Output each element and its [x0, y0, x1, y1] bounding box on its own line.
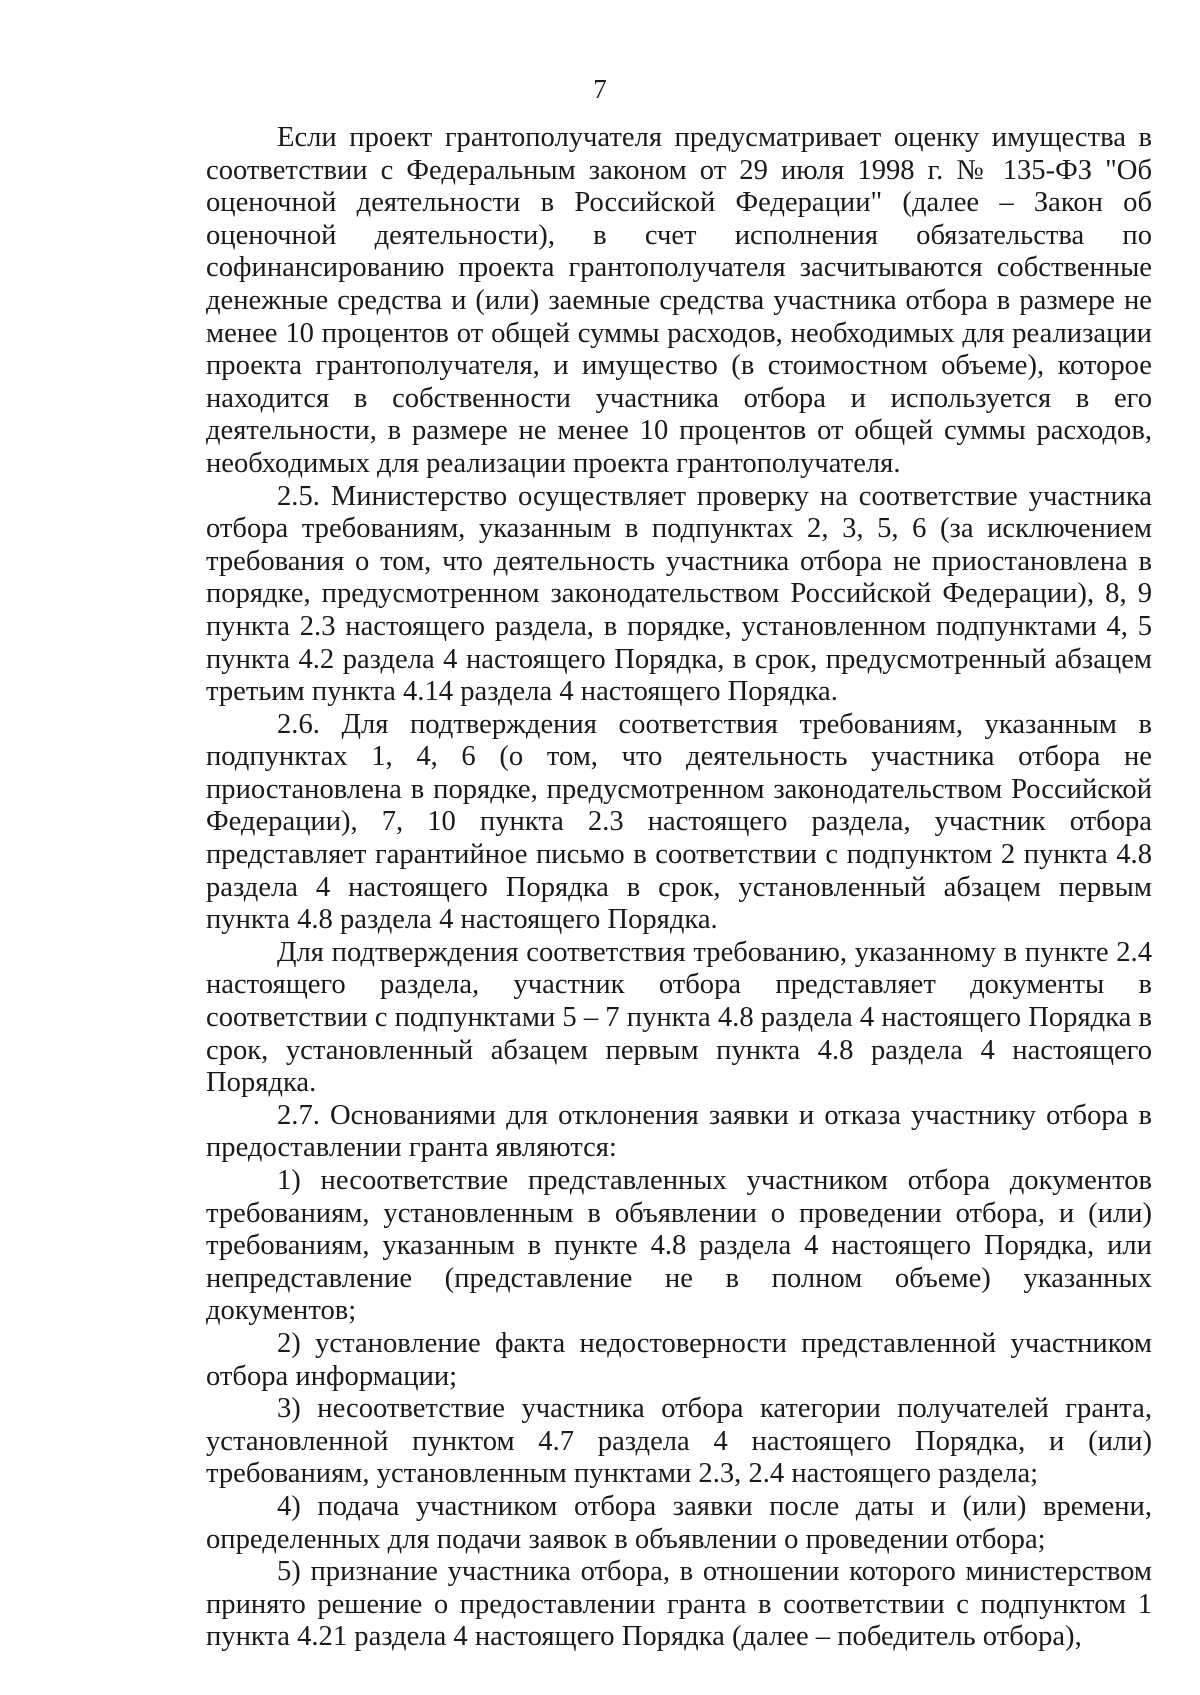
paragraph-2-6-documents: Для подтверждения соответствия требованию, указанному в пункте 2.4 настоящего раздела, участник отбора представляет документы в соответствии с подпунктами 5 – 7 пункта 4.8 раздела 4 настоящего Порядка в срок, установленный абзацем первым пункта 4.8 раздела 4 настоящего Порядка.	[206, 936, 1152, 1099]
page-number: 7	[593, 74, 607, 104]
paragraph-2-5: 2.5. Министерство осуществляет проверку на соответствие участника отбора требованиям, указанным в подпунктах 2, 3, 5, 6 (за исключением требования о том, что деятельность участника отбора не приостановлена в порядке, предусмотренном законодательством Российской Федерации), 8, 9 пункта 2.3 настоящего раздела, в порядке, установленном подпунктами 4, 5 пункта 4.2 раздела 4 настоящего Порядка, в срок, предусмотренный абзацем третьим пункта 4.14 раздела 4 настоящего Порядка.	[206, 480, 1152, 708]
list-item-3: 3) несоответствие участника отбора категории получателей гранта, установленной пунктом 4.7 раздела 4 настоящего Порядка, и (или) требованиям, установленным пунктами 2.3, 2.4 настоящего раздела;	[206, 1393, 1152, 1490]
list-item-4: 4) подача участником отбора заявки после даты и (или) времени, определенных для подачи заявок в объявлении о проведении отбора;	[206, 1490, 1152, 1555]
list-item-2: 2) установление факта недостоверности представленной участником отбора информации;	[206, 1327, 1152, 1392]
paragraph-2-6: 2.6. Для подтверждения соответствия требованиям, указанным в подпунктах 1, 4, 6 (о том, что деятельность участника отбора не приостановлена в порядке, предусмотренном законодательством Российской Федерации), 7, 10 пункта 2.3 настоящего раздела, участник отбора представляет гарантийное письмо в соответствии с подпунктом 2 пункта 4.8 раздела 4 настоящего Порядка в срок, установленный абзацем первым пункта 4.8 раздела 4 настоящего Порядка.	[206, 708, 1152, 936]
list-item-1: 1) несоответствие представленных участником отбора документов требованиям, установленным в объявлении о проведении отбора, и (или) требованиям, указанным в пункте 4.8 раздела 4 настоящего Порядка, или непредставление (представление не в полном объеме) указанных документов;	[206, 1165, 1152, 1327]
document-body	[206, 122, 1152, 1654]
paragraph-property-valuation: Если проект грантополучателя предусматривает оценку имущества в соответствии с Федеральным законом от 29 июля 1998 г. № 135-ФЗ "Об оценочной деятельности в Российской Федерации" (далее – Закон об оценочной деятельности), в счет исполнения обязательства по софинансированию проекта грантополучателя засчитываются собственные денежные средства и (или) заемные средства участника отбора в размере не менее 10 процентов от общей суммы расходов, необходимых для реализации проекта грантополучателя, и имущество (в стоимостном объеме), которое находится в собственности участника отбора и используется в его деятельности, в размере не менее 10 процентов от общей суммы расходов, необходимых для реализации проекта грантополучателя.	[206, 122, 1152, 479]
list-item-5: 5) признание участника отбора, в отношении которого министерством принято решение о предоставлении гранта в соответствии с подпунктом 1 пункта 4.21 раздела 4 настоящего Порядка (далее – победитель отбора),	[206, 1556, 1152, 1653]
paragraph-2-7: 2.7. Основаниями для отклонения заявки и отказа участнику отбора в предоставлении гранта являются:	[206, 1099, 1152, 1164]
